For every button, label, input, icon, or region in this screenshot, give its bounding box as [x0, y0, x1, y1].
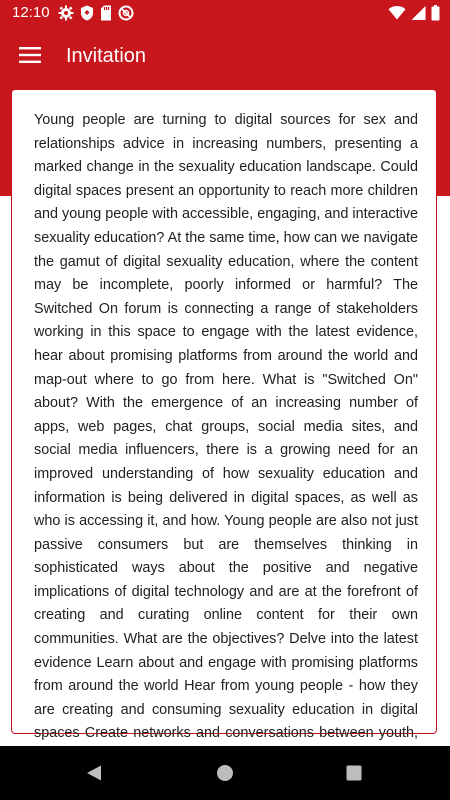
page-title: Invitation	[66, 45, 147, 67]
blocked-icon	[118, 5, 134, 21]
invitation-body-text: Young people are turning to digital sources for sex and relationships advice in increasing numbers, presenting a marked change in the sexuality education landscape. Could digital spaces present an opportunity to reach more children and young people with accessible, engaging, and interactive sexuality education? At the same time, how can we navigate the gamut of digital sexuality education, where the content may be incomplete, poorly informed or harmful? The Switched On forum is connecting a range of stakeholders working in this space to engage with the latest evidence, hear about promising platforms from around the world and map-out where to go from here. What is "Switched On" about? With the emergence of an increasing number of apps, web pages, chat groups, social media sites, and social media influencers, there is a growing need for an improved understanding of how sexuality education and information is being delivered in digital spaces, as well as who is accessing it, and how. Young people are also not just passive consumers but are themselves thinking in sophisticated ways about the positive and negative implications of digital technology and are at the forefront of creating and curating online content for their own communities. What are the objectives? Delve into the latest evidence Learn about and engage with promising platforms from around the world Hear from young people - how they are creating and consuming sexuality education in digital spaces Create networks and conversations between youth,	[34, 112, 419, 742]
wifi-icon	[388, 5, 406, 21]
status-icons-left	[58, 5, 134, 21]
home-icon[interactable]	[216, 764, 234, 787]
app-bar	[0, 26, 450, 88]
gear-icon	[58, 5, 74, 21]
system-navigation-bar	[0, 746, 450, 800]
battery-icon	[431, 5, 440, 21]
content-card[interactable]	[11, 89, 437, 742]
status-time: 12:10	[12, 4, 50, 21]
cellular-signal-icon	[411, 5, 426, 21]
status-bar	[0, 0, 450, 26]
status-icons-right	[388, 5, 440, 21]
sd-card-icon	[100, 5, 112, 21]
back-icon[interactable]	[85, 764, 103, 787]
recents-icon[interactable]	[346, 765, 362, 786]
shield-icon	[80, 5, 94, 21]
menu-button[interactable]	[14, 41, 46, 73]
hamburger-menu-icon	[19, 46, 41, 69]
